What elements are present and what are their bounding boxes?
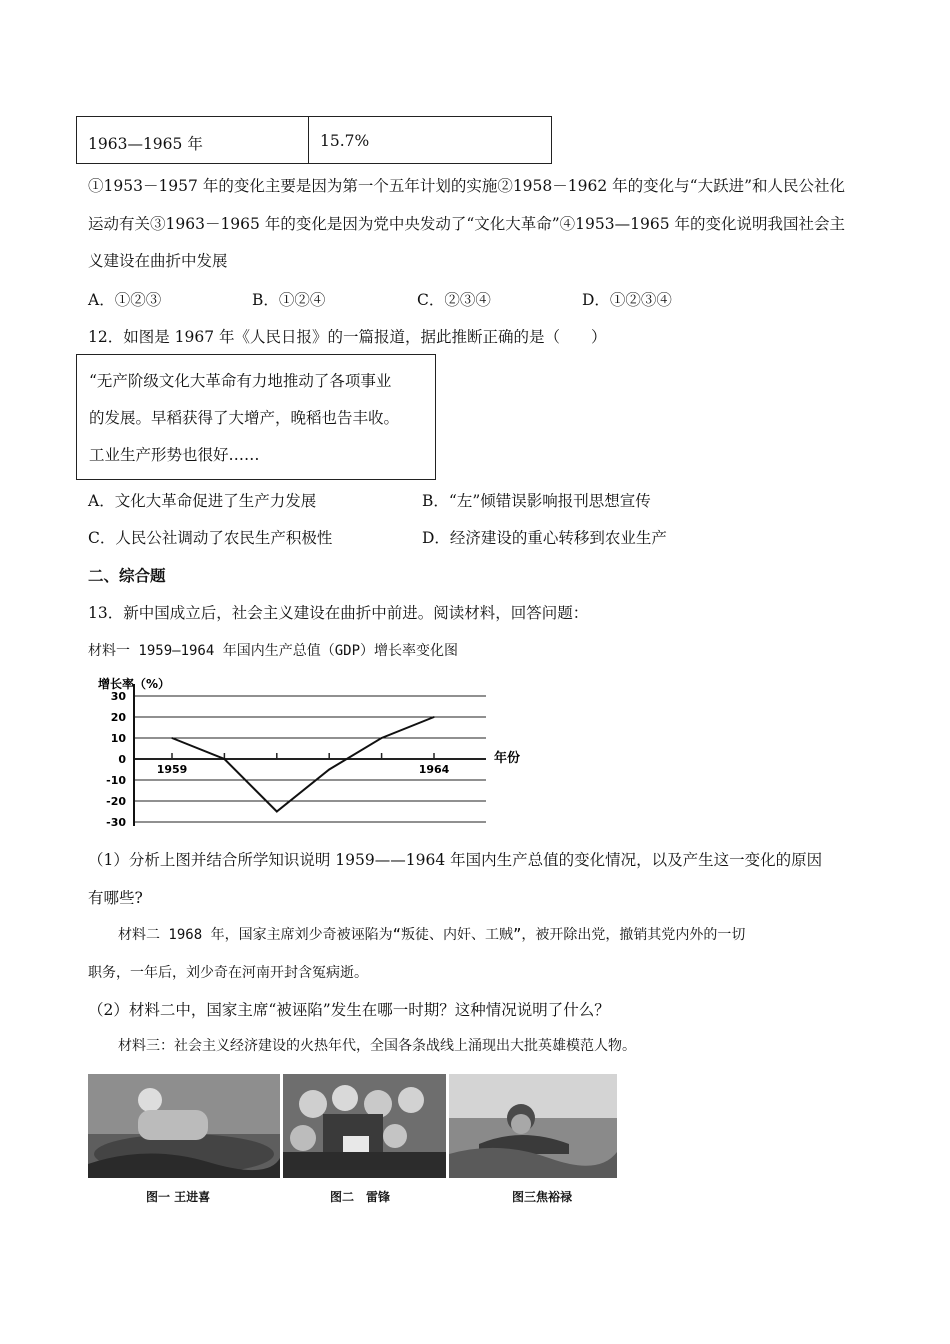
- q13-sub2: （2）材料二中，国家主席“被诬陷”发生在哪一时期？这种情况说明了什么？: [88, 1001, 610, 1019]
- photo-jiao-yulu: [449, 1074, 617, 1178]
- q13-sub1: [88, 842, 888, 917]
- q13-stem: 13．新中国成立后，社会主义建设在曲折中前进。阅读材料，回答问题：: [88, 604, 589, 622]
- data-point: [276, 811, 278, 813]
- q11-option-d: D．①②③④: [582, 291, 672, 309]
- q11-option-c: C．②③④: [417, 291, 491, 309]
- q11-statement-line: 义建设在曲折中发展: [88, 252, 228, 270]
- newspaper-quote-box: [76, 354, 436, 480]
- q11-option-a: A．①②③: [88, 291, 162, 309]
- material2-line: 职务，一年后，刘少奇在河南开封含冤病逝。: [88, 964, 368, 981]
- y-tick-label: -20: [106, 795, 126, 808]
- q12-option-b: B．“左”倾错误影响报刊思想宣传: [422, 492, 651, 510]
- data-table-row: [76, 116, 552, 164]
- quote-line: “无产阶级文化大革命有力地推动了各项事业: [89, 372, 392, 390]
- q11-statements: [88, 168, 868, 281]
- data-point: [381, 737, 383, 739]
- y-tick-label: 0: [118, 753, 126, 766]
- photo-wang-jinxi: [88, 1074, 280, 1178]
- sub1-line: 有哪些?: [88, 888, 143, 907]
- chart-grid: [134, 696, 486, 822]
- data-point: [433, 716, 435, 718]
- gdp-series-line: [172, 717, 434, 812]
- quote-line: 工业生产形势也很好……: [89, 446, 260, 464]
- material3: 材料三：社会主义经济建设的火热年代，全国各条战线上涌现出大批英雄模范人物。: [118, 1038, 636, 1054]
- q12-stem: 12．如图是 1967 年《人民日报》的一篇报道，据此推断正确的是（ ）: [88, 328, 607, 346]
- quote-line: 的发展。早稻获得了大增产，晚稻也告丰收。: [89, 409, 400, 427]
- material2-line: 材料二 1968 年，国家主席刘少奇被诬陷为“叛徒、内奸、工贼”，被开除出党，撤销其党内外的一切: [118, 927, 746, 943]
- material1-title: 材料一 1959—1964 年国内生产总值（GDP）增长率变化图: [88, 643, 459, 659]
- series-points: [171, 716, 435, 812]
- q11-statement-line: 运动有关③1963－1965 年的变化是因为党中央发动了“文化大革命”④1953—1965 年的变化说明我国社会主: [88, 214, 845, 233]
- caption-1: 图一 王进喜: [146, 1190, 211, 1204]
- data-point: [171, 737, 173, 739]
- y-tick-labels: [106, 690, 126, 828]
- x-axis-label: 年份: [494, 751, 521, 766]
- material2: [88, 917, 878, 992]
- q11-statement-line: ①1953－1957 年的变化主要是因为第一个五年计划的实施②1958－1962 年的变化与“大跃进”和人民公社化: [88, 177, 845, 195]
- caption-2: 图二 雷锋: [330, 1190, 391, 1204]
- y-tick-label: 30: [110, 690, 126, 703]
- y-tick-label: 10: [110, 732, 126, 745]
- q12-option-a: A．文化大革命促进了生产力发展: [88, 492, 317, 510]
- sub1-line: （1）分析上图并结合所学知识说明 1959——1964 年国内生产总值的变化情况，以及产生这一变化的原因: [88, 851, 823, 869]
- x-ticks: [157, 753, 450, 776]
- q11-option-b: B．①②④: [252, 291, 326, 309]
- data-point: [328, 769, 330, 771]
- table-cell-period: 1963—1965 年: [77, 117, 309, 163]
- y-axis-label: 增长率（%）: [98, 677, 171, 691]
- caption-3: 图三焦裕禄: [512, 1190, 573, 1204]
- section-title: 二、综合题: [88, 567, 166, 585]
- x-tick-label: 1964: [418, 763, 450, 776]
- x-tick-label: 1959: [156, 763, 188, 776]
- y-tick-label: 20: [110, 711, 126, 724]
- q12-option-c: C．人民公社调动了农民生产积极性: [88, 529, 333, 547]
- photo-lei-feng: [283, 1074, 446, 1178]
- y-tick-label: -30: [106, 816, 126, 828]
- q12-option-d: D．经济建设的重心转移到农业生产: [422, 529, 667, 547]
- gdp-growth-chart: [86, 676, 556, 828]
- y-tick-label: -10: [106, 774, 126, 787]
- table-cell-value: 15.7%: [320, 132, 370, 150]
- data-point: [224, 758, 226, 760]
